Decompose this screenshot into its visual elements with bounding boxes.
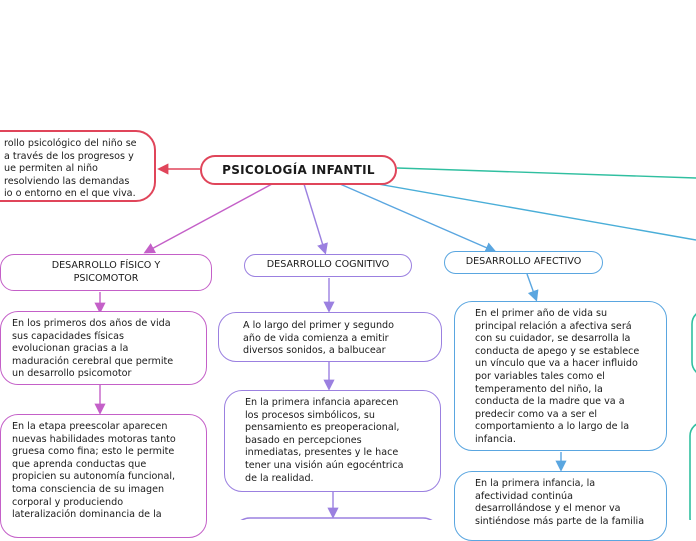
cognitivo-box2-line: tener una visión aún egocéntrica <box>245 459 404 471</box>
afectivo-box1-line: conducta de la madre que va a <box>475 396 625 408</box>
afectivo-box1-line: conducta de apego y se establece <box>475 345 640 357</box>
definition-line: io o entorno en el que viva. <box>4 188 136 200</box>
fisico-box2-line: gruesa como fina; esto le permite <box>12 446 175 458</box>
link-root-teal-offscreen <box>397 168 696 178</box>
fisico-heading-line: PSICOMOTOR <box>73 272 139 284</box>
link-root-cognitivo <box>304 184 325 252</box>
afectivo-box1-line: infancia. <box>475 433 516 445</box>
afectivo-box2-line: sintiéndose más parte de la familia <box>475 515 645 527</box>
cognitivo-box-2[interactable] <box>224 390 441 492</box>
offscreen-box-right-2 <box>690 422 696 520</box>
cognitivo-box2-line: de la realidad. <box>245 472 314 484</box>
afectivo-heading-node[interactable] <box>444 251 603 274</box>
cognitivo-heading: DESARROLLO COGNITIVO <box>266 259 390 271</box>
link-root-blue-offscreen <box>378 184 696 240</box>
definition-line: rollo psicológico del niño se <box>4 138 137 149</box>
afectivo-box-1[interactable] <box>454 301 667 451</box>
afectivo-box1-line: un vínculo que va a hacer influido <box>475 358 638 370</box>
fisico-heading-node[interactable] <box>0 254 212 291</box>
cognitivo-box1-line: A lo largo del primer y segundo <box>243 320 395 331</box>
fisico-box2-line: nuevas habilidades motoras tanto <box>12 433 176 445</box>
offscreen-box-right-1 <box>692 310 696 376</box>
afectivo-box1-line: temperamento del niño, la <box>475 383 603 395</box>
afectivo-box1-line: con su cuidador, se desarrolla la <box>475 333 631 345</box>
fisico-box2-line: propicien su autonomía funcional, <box>12 471 176 483</box>
root-node[interactable] <box>200 155 397 185</box>
link-afectivo-box1 <box>527 274 536 299</box>
fisico-box2-line: lateralización dominancia de la <box>12 509 162 521</box>
afectivo-box1-line: por variables tales como el <box>475 370 605 382</box>
fisico-box1-line: maduración cerebral que permite <box>12 355 174 367</box>
afectivo-box1-line: comportamiento a lo largo de la <box>475 421 630 433</box>
cognitivo-box2-line: los procesos simbólicos, su <box>245 409 375 421</box>
fisico-box1-line: En los primeros dos años de vida <box>12 318 171 329</box>
fisico-box-2[interactable] <box>0 414 207 538</box>
link-root-afectivo <box>340 184 494 251</box>
fisico-box2-line: corporal y produciendo <box>12 496 124 508</box>
afectivo-box1-line: En el primer año de vida su <box>475 308 608 319</box>
fisico-box1-line: evolucionan gracias a la <box>12 343 129 355</box>
afectivo-box2-line: En la primera infancia, la <box>475 478 596 489</box>
definition-line: resolviendo las demandas <box>4 175 130 187</box>
definition-node[interactable] <box>0 130 156 202</box>
cognitivo-box1-line: diversos sonidos, a balbucear <box>243 345 386 357</box>
afectivo-box2-line: afectividad continúa <box>475 490 574 502</box>
fisico-box2-line: toma consciencia de su imagen <box>12 483 165 495</box>
cognitivo-box1-line: año de vida comienza a emitir <box>243 332 389 344</box>
cognitivo-box2-line: inmediatas, presentes y le hace <box>245 447 399 459</box>
cognitivo-box2-line: basado en percepciones <box>245 434 362 446</box>
fisico-box2-line: En la etapa preescolar aparecen <box>12 421 168 432</box>
afectivo-box2-line: desarrollándose y el menor va <box>475 503 621 515</box>
fisico-box-1[interactable] <box>0 311 207 385</box>
cognitivo-box2-line: pensamiento es preoperacional, <box>245 422 400 434</box>
root-title: PSICOLOGÍA INFANTIL <box>222 162 375 177</box>
definition-line: a través de los progresos y <box>4 150 134 162</box>
fisico-box1-line: un desarrollo psicomotor <box>12 368 132 380</box>
afectivo-box1-line: predecir como va a ser el <box>475 408 598 420</box>
cognitivo-heading-node[interactable] <box>244 254 412 277</box>
cognitivo-box-1[interactable] <box>218 312 442 362</box>
link-root-fisico <box>146 184 272 252</box>
afectivo-box1-line: principal relación a afectiva será <box>475 320 632 332</box>
afectivo-heading: DESARROLLO AFECTIVO <box>465 256 582 268</box>
fisico-box2-line: que aprenda conductas que <box>12 458 147 470</box>
definition-line: ue permiten al niño <box>4 163 98 175</box>
afectivo-box-2[interactable] <box>454 471 667 541</box>
fisico-heading-line: DESARROLLO FÍSICO Y <box>51 259 161 271</box>
fisico-box1-line: sus capacidades físicas <box>12 330 125 342</box>
cognitivo-box2-line: En la primera infancia aparecen <box>245 397 399 408</box>
